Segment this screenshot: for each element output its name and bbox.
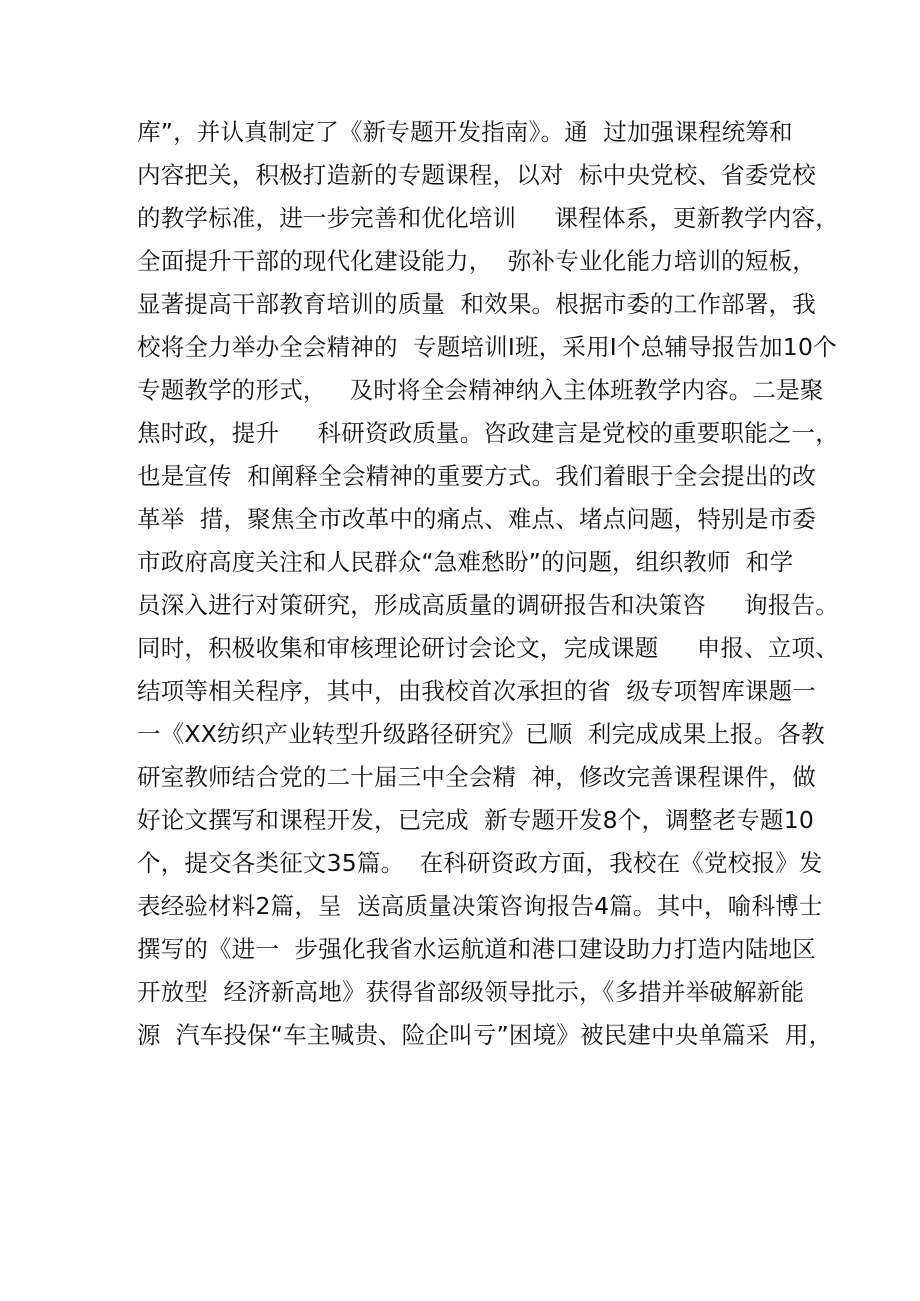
text-line: 结项等相关程序，其中，由我校首次承担的省 级专项智库课题一 (137, 677, 816, 705)
text-line: 的教学标准，进一步完善和优化培训 课程体系，更新教学内容， (137, 204, 839, 232)
text-line: 显著提高干部教育培训的质量 和效果。根据市委的工作部署，我 (137, 290, 816, 318)
text-line: 校将全力举办全会精神的 专题培训I班，采用I个总辅导报告加10个 (137, 333, 837, 361)
text-line: 库”，并认真制定了《新专题开发指南》。通 过加强课程统筹和 (137, 118, 793, 146)
text-line: 好论文撰写和课程开发，已完成 新专题开发8个，调整老专题10 (137, 806, 814, 834)
text-line: 同时，积极收集和审核理论研讨会论文，完成课题 申报、立项、 (137, 634, 839, 662)
text-line: 表经验材料2篇，呈 送高质量决策咨询报告4篇。其中，喻科博士 (137, 892, 823, 920)
text-line: 研室教师结合党的二十届三中全会精 神，修改完善课程课件，做 (137, 763, 816, 791)
text-line: 撰写的《进一 步强化我省水运航道和港口建设助力打造内陆地区 (137, 935, 816, 963)
text-line: 源 汽车投保“车主喊贵、险企叫亏”困境》被民建中央单篇采 用， (137, 1021, 833, 1049)
text-line: 开放型 经济新高地》获得省部级领导批示，《多措并举破解新能 (137, 978, 805, 1006)
text-line: 市政府高度关注和人民群众“急难愁盼”的问题，组织教师 和学 (137, 548, 794, 576)
text-line: 内容把关，积极打造新的专题课程，以对 标中央党校、省委党校 (137, 161, 816, 189)
text-line: 专题教学的形式， 及时将全会精神纳入主体班教学内容。二是聚 (137, 376, 824, 404)
text-line: 焦时政，提升 科研资政质量。咨政建言是党校的重要职能之一， (137, 419, 839, 447)
text-line: 一《XX纺织产业转型升级路径研究》已顺 利完成成果上报。各教 (137, 720, 825, 748)
text-line: 全面提升干部的现代化建设能力， 弥补专业化能力培训的短板， (137, 247, 816, 275)
text-line: 员深入进行对策研究，形成高质量的调研报告和决策咨 询报告。 (137, 591, 839, 619)
text-line: 个，提交各类征文35篇。 在科研资政方面，我校在《党校报》发 (137, 849, 823, 877)
text-line: 也是宣传 和阐释全会精神的重要方式。我们着眼于全会提出的改 (137, 462, 816, 490)
text-line: 革举 措，聚焦全市改革中的痛点、难点、堵点问题，特别是市委 (137, 505, 816, 533)
